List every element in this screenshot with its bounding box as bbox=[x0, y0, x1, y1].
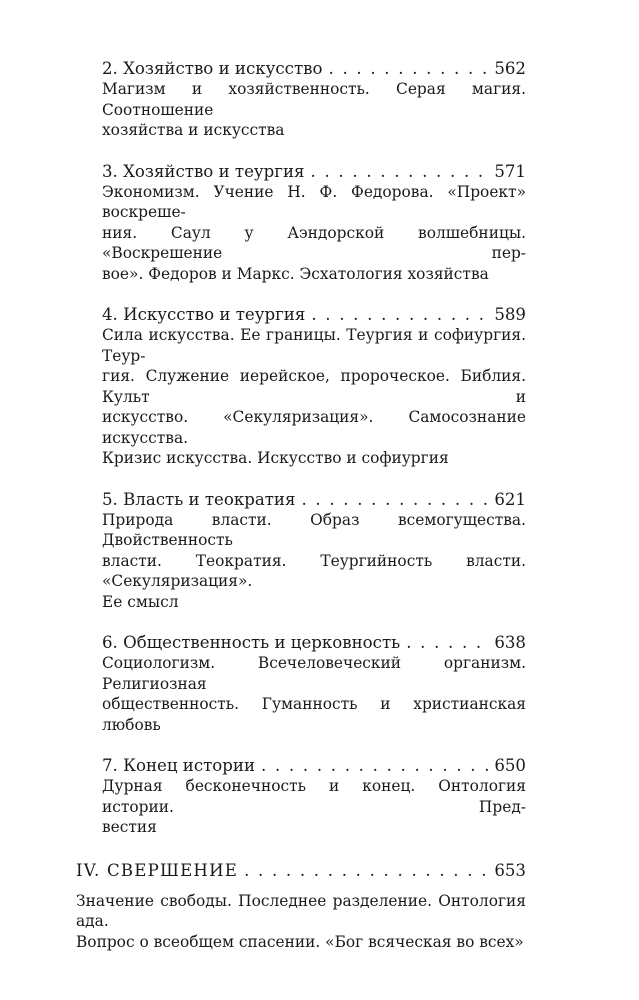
toc-entry-2 bbox=[76, 58, 526, 141]
description-line: Экономизм. Учение Н. Ф. Федорова. «Проект» воскреше- bbox=[102, 182, 526, 221]
description-line: общественность. Гуманность и христианская любовь bbox=[102, 695, 526, 734]
description-line: власти. Теократия. Теургийность власти. «Секуляризация». bbox=[102, 551, 526, 590]
toc-page-number: 589 bbox=[494, 305, 526, 324]
leader-dots bbox=[261, 755, 491, 776]
description-line: хозяйства и искусства bbox=[102, 121, 285, 139]
toc-entry-3 bbox=[76, 161, 526, 285]
description-line: вестия bbox=[102, 818, 157, 836]
table-of-contents bbox=[76, 58, 526, 972]
description-line: Природа власти. Образ всемогущества. Двойственность bbox=[102, 510, 526, 549]
leader-dots bbox=[301, 489, 491, 510]
toc-entry-description bbox=[76, 653, 526, 735]
description-line: Магизм и хозяйственность. Серая магия. Соотношение bbox=[102, 80, 526, 119]
toc-entry-heading[interactable] bbox=[76, 58, 526, 79]
toc-part-description bbox=[76, 891, 526, 953]
leader-dots bbox=[406, 632, 491, 653]
leader-dots bbox=[244, 860, 491, 881]
toc-page-number: 621 bbox=[494, 489, 526, 509]
description-line: Дурная бесконечность и конец. Онтология истории. Пред- bbox=[102, 777, 526, 816]
toc-page-number: 650 bbox=[494, 756, 526, 775]
toc-part-heading[interactable] bbox=[76, 860, 526, 881]
leader-dots bbox=[311, 304, 491, 325]
toc-entry-4 bbox=[76, 304, 526, 469]
description-line: искусство. «Секуляризация». Самосознание искусства. bbox=[102, 408, 526, 447]
leader-dots bbox=[329, 58, 492, 79]
toc-entry-heading[interactable] bbox=[76, 304, 526, 325]
toc-entry-heading[interactable] bbox=[76, 755, 526, 776]
toc-entry-title: 7. Конец истории bbox=[102, 756, 256, 775]
toc-entry-title: 5. Власть и теократия bbox=[102, 489, 296, 509]
toc-page-number: 653 bbox=[494, 860, 526, 880]
leader-dots bbox=[311, 161, 492, 182]
toc-part-title: IV. СВЕРШЕНИЕ bbox=[76, 860, 239, 880]
toc-entry-title: 6. Общественность и церковность bbox=[102, 633, 401, 652]
toc-entry-title: 3. Хозяйство и теургия bbox=[102, 161, 305, 181]
description-line: ния. Саул у Аэндорской волшебницы. «Воскрешение пер- bbox=[102, 223, 526, 262]
description-line: Кризис искусства. Искусство и софиургия bbox=[102, 449, 449, 467]
toc-entry-heading[interactable] bbox=[76, 161, 526, 182]
toc-entry-title: 2. Хозяйство и искусство bbox=[102, 59, 323, 78]
toc-page-number: 638 bbox=[494, 633, 526, 652]
toc-entry-heading[interactable] bbox=[76, 489, 526, 510]
toc-part-iv bbox=[76, 860, 526, 953]
toc-entry-description bbox=[76, 510, 526, 613]
toc-entry-5 bbox=[76, 489, 526, 613]
toc-entry-heading[interactable] bbox=[76, 632, 526, 653]
toc-entry-title: 4. Искусство и теургия bbox=[102, 305, 306, 324]
toc-entry-description bbox=[76, 776, 526, 838]
toc-entry-7 bbox=[76, 755, 526, 838]
description-line: Сила искусства. Ее границы. Теургия и софиургия. Теур- bbox=[102, 326, 526, 365]
description-line: вое». Федоров и Маркс. Эсхатология хозяйства bbox=[102, 264, 489, 283]
toc-page-number: 562 bbox=[494, 59, 526, 78]
toc-entry-description bbox=[76, 182, 526, 285]
description-line: гия. Служение иерейское, пророческое. Библия. Культ и bbox=[102, 367, 526, 406]
toc-entry-description bbox=[76, 79, 526, 141]
toc-page-number: 571 bbox=[494, 161, 526, 181]
toc-entry-description bbox=[76, 325, 526, 469]
description-line: Ее смысл bbox=[102, 592, 179, 611]
toc-entry-6 bbox=[76, 632, 526, 735]
description-line: Значение свободы. Последнее разделение. Онтология ада. bbox=[76, 891, 526, 930]
description-line: Вопрос о всеобщем спасении. «Бог всяческая во всех» bbox=[76, 932, 524, 951]
description-line: Социологизм. Всечеловеческий организм. Религиозная bbox=[102, 654, 526, 693]
